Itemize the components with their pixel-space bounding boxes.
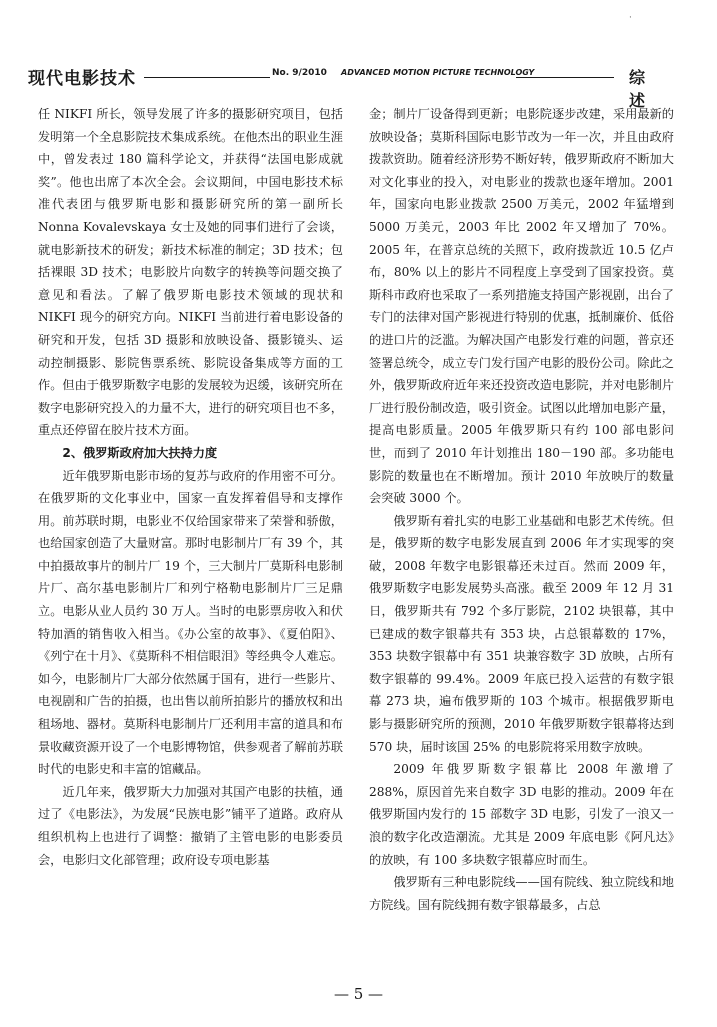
section-heading: 2、俄罗斯政府加大扶持力度	[62, 445, 218, 460]
right-column	[369, 103, 674, 916]
journal-english-name: ADVANCED MOTION PICTURE TECHNOLOGY	[341, 68, 535, 77]
paragraph: 金；制片厂设备得到更新；电影院逐步改建，采用最新的放映设备；莫斯科国际电影节改为一年一次，并且由政府拨款资助。随着经济形势不断好转，俄罗斯政府不断加大对文化事业的投入，对电影业的拨款也逐年增加。2001 年，国家向电影业拨款 2500 万美元，2002 年猛增到 5000 万美元，2003 年比 2002 年又增加了 70%。2005 年，在普京总统的关照下，政府拨款近 10.5 亿卢布，80% 以上的影片不同程度上享受到了国家投资。莫斯科市政府也采取了一系列措施支持国产影视剧，出台了专门的法律对国产影视进行特别的优惠，抵制廉价、低俗的进口片的泛滥。为解决国产电影发行难的问题，普京还签署总统令，成立专门发行国产电影的股份公司。除此之外，俄罗斯政府近年来还投资改造电影院，并对电影制片厂进行股份制改造，吸引资金。试图以此增加电影产量，提高电影质量。2005 年俄罗斯只有约 100 部电影问世，而到了 2010 年计划推出 180－190 部。多功能电影院的数量也在不断增加。预计 2010 年放映厅的数量会突破 3000 个。	[369, 107, 674, 506]
paragraph: 任 NIKFI 所长，领导发展了许多的摄影研究项目，包括发明第一个全息影院技术集成系统。在他杰出的职业生涯中，曾发表过 180 篇科学论文，并获得“法国电影成就奖”。他也出席了本次全会。会议期间，中国电影技术标准代表团与俄罗斯电影和摄影研究所的第一副所长 Nonna Kovalevskaya 女士及她的同事们进行了会谈，就电影新技术的研发；新技术标准的制定；3D 技术；包括裸眼 3D 技术；电影胶片向数字的转换等问题交换了意见和看法。了解了俄罗斯电影技术领域的现状和 NIKFI 现今的研究方向。NIKFI 当前进行着电影设备的研究和开发，包括 3D 摄影和放映设备、摄影镜头、运动控制摄影、影院售票系统、影院设备集成等方面的工作。但由于俄罗斯数字电影的发展较为迟缓，该研究所在数字电影研究投入的力量不大，进行的研究项目也不多，重点还停留在胶片技术方面。	[38, 107, 343, 438]
paragraph: 近几年来，俄罗斯大力加强对其国产电影的扶植，通过了《电影法》，为发展“民族电影”铺平了道路。政府从组织机构上也进行了调整：撤销了主管电影的电影委员会，电影归文化部管理；政府设专项电影基	[38, 784, 343, 867]
left-column	[38, 103, 343, 871]
journal-name: 现代电影技术	[28, 69, 136, 89]
paragraph: 俄罗斯有着扎实的电影工业基础和电影艺术传统。但是，俄罗斯的数字电影发展直到 2006 年才实现零的突破，2008 年数字电影银幕还未过百。然而 2009 年，俄罗斯数字电影发展势头高涨。截至 2009 年 12 月 31 日，俄罗斯共有 792 个多厅影院，2102 块银幕，其中已建成的数字银幕共有 353 块，占总银幕数的 17%，353 块数字银幕中有 351 块兼容数字 3D 放映，占所有数字银幕的 99.4%。2009 年底已投入运营的有数字银幕 273 块，遍布俄罗斯的 103 个城市。根据俄罗斯电影与摄影研究所的预测，2010 年俄罗斯数字银幕将达到 570 块，届时该国 25% 的电影院将采用数字放映。	[369, 513, 674, 754]
corner-mark: ·	[629, 13, 632, 23]
header-rule-left	[144, 77, 270, 78]
issue-number: No. 9/2010	[272, 68, 327, 78]
page-number: — 5 —	[333, 985, 384, 1003]
paragraph: 近年俄罗斯电影市场的复苏与政府的作用密不可分。在俄罗斯的文化事业中，国家一直发挥着倡导和支撑作用。前苏联时期，电影业不仅给国家带来了荣誉和骄傲，也给国家创造了大量财富。那时电影制片厂有 39 个，其中拍摄故事片的制片厂 19 个，三大制片厂莫斯科电影制片厂、高尔基电影制片厂和列宁格勒电影制片厂三足鼎立。电影从业人员约 30 万人。当时的电影票房收入和伏特加酒的销售收入相当。《办公室的故事》、《夏伯阳》、《列宁在十月》、《莫斯科不相信眼泪》等经典令人难忘。如今，电影制片厂大部分依然属于国有，进行一些影片、电视剧和广告的拍摄，也出售以前所拍影片的播放权和出租场地、器材。莫斯科电影制片厂还利用丰富的道具和布景收藏资源开设了一个电影博物馆，供参观者了解前苏联时代的电影史和丰富的馆藏品。	[38, 468, 343, 777]
header-rule-right	[516, 77, 614, 78]
paragraph: 俄罗斯有三种电影院线——国有院线、独立院线和地方院线。国有院线拥有数字银幕最多，占总	[369, 875, 674, 912]
paragraph: 2009 年俄罗斯数字银幕比 2008 年激增了 288%，原因首先来自数字 3D 电影的推动。2009 年在俄罗斯国内发行的 15 部数字 3D 电影，引发了一浪又一浪的数字化改造潮流。尤其是 2009 年底电影《阿凡达》的放映，有 100 多块数字银幕应时而生。	[369, 762, 674, 867]
section-label: 综 述	[629, 68, 656, 110]
running-header	[28, 64, 692, 110]
